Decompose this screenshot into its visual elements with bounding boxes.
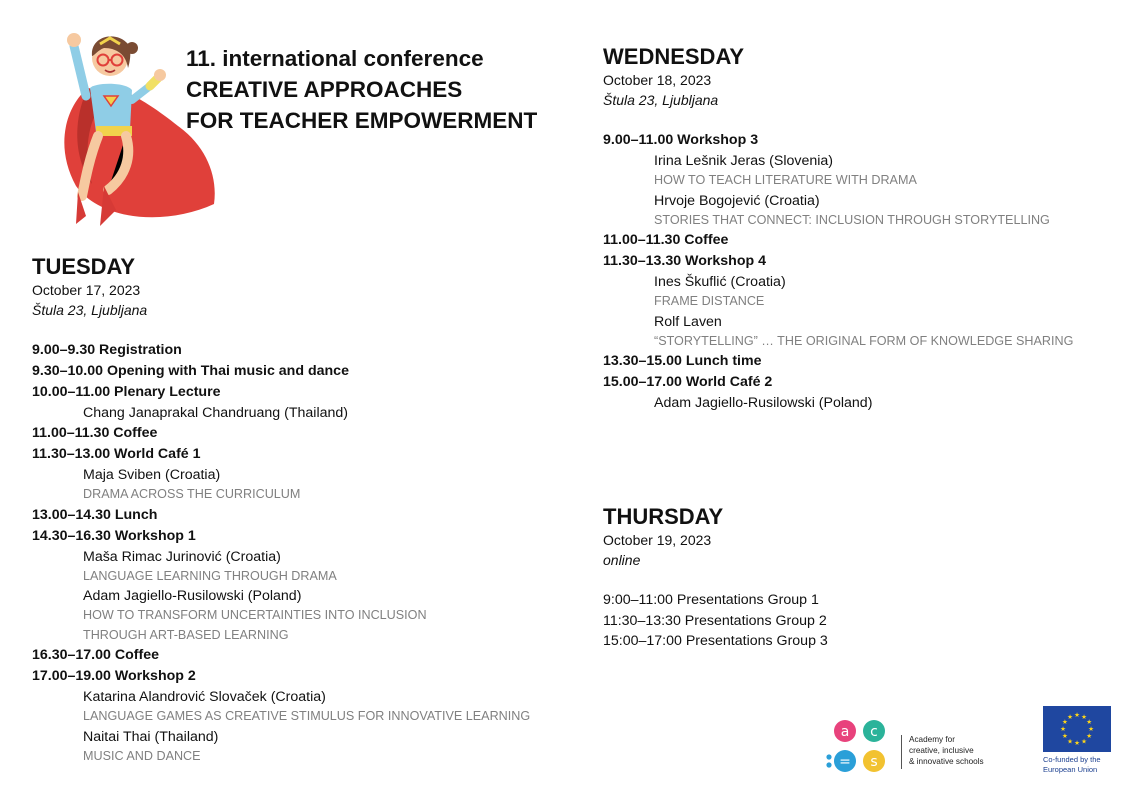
time-slot: 11.30–13.00 World Café 1 bbox=[32, 446, 201, 462]
day-date: October 18, 2023 bbox=[603, 72, 712, 88]
conference-number: 11. international conference bbox=[186, 46, 484, 71]
talk-title: FRAME DISTANCE bbox=[654, 294, 765, 308]
acs-name bbox=[909, 734, 984, 767]
day-title: WEDNESDAY bbox=[603, 44, 744, 69]
day-title: TUESDAY bbox=[32, 254, 136, 279]
acs-letter: s bbox=[870, 754, 878, 770]
eu-star-icon: ★ bbox=[1067, 737, 1073, 746]
talk-title: LANGUAGE GAMES AS CREATIVE STIMULUS FOR INNOVATIVE LEARNING bbox=[83, 709, 531, 723]
conference-name-line2: FOR TEACHER EMPOWERMENT bbox=[186, 108, 538, 133]
conference-title bbox=[186, 43, 537, 136]
talk-title: HOW TO TRANSFORM UNCERTAINTIES INTO INCLUSION bbox=[83, 608, 427, 622]
acs-letter: c bbox=[870, 724, 878, 740]
speaker-name: Katarina Alandrović Slovaček (Croatia) bbox=[83, 689, 326, 705]
acs-letter: = bbox=[839, 754, 851, 770]
talk-title: THROUGH ART-BASED LEARNING bbox=[83, 627, 289, 642]
speaker-name: Chang Janaprakal Chandruang (Thailand) bbox=[83, 405, 349, 421]
eu-star-icon: ★ bbox=[1086, 718, 1093, 727]
conference-name-line1: CREATIVE APPROACHES bbox=[186, 77, 463, 102]
speaker-name: Naitai Thai (Thailand) bbox=[83, 728, 219, 745]
speaker-name: Maša Rimac Jurinović (Croatia) bbox=[83, 548, 281, 565]
eu-star-icon: ★ bbox=[1081, 713, 1087, 722]
acs-logo-mark-icon bbox=[826, 718, 896, 776]
acs-name-line: Academy for bbox=[909, 735, 955, 744]
eu-caption bbox=[1043, 755, 1115, 775]
acs-name-line: & innovative schools bbox=[909, 757, 984, 766]
time-slot: 11.30–13.30 Workshop 4 bbox=[603, 253, 766, 269]
talk-title: “STORYTELLING” … THE ORIGINAL FORM OF KNOWLEDGE SHARING bbox=[654, 333, 1074, 348]
presentation-slot: 15:00–17:00 Presentations Group 3 bbox=[603, 633, 828, 649]
day-venue: Štula 23, Ljubljana bbox=[32, 302, 148, 318]
time-slot: 11.00–11.30 Coffee bbox=[32, 425, 158, 441]
wednesday-schedule bbox=[603, 43, 1073, 413]
time-slot: 16.30–17.00 Coffee bbox=[32, 647, 159, 663]
talk-title: HOW TO TEACH LITERATURE WITH DRAMA bbox=[654, 173, 917, 187]
speaker-name: Hrvoje Bogojević (Croatia) bbox=[654, 192, 820, 209]
time-slot: 9.00–11.00 Workshop 3 bbox=[603, 132, 759, 148]
acs-letter: a bbox=[840, 724, 850, 740]
day-date: October 17, 2023 bbox=[32, 282, 141, 298]
talk-title: DRAMA ACROSS THE CURRICULUM bbox=[83, 487, 301, 501]
eu-star-icon: ★ bbox=[1086, 732, 1093, 741]
eu-caption-line: Co-funded by the bbox=[1043, 755, 1101, 764]
talk-title: MUSIC AND DANCE bbox=[83, 748, 201, 763]
day-venue: Štula 23, Ljubljana bbox=[603, 92, 719, 108]
eu-star-icon: ★ bbox=[1061, 732, 1068, 741]
eu-flag-icon bbox=[1043, 706, 1111, 752]
eu-caption-line: European Union bbox=[1043, 765, 1098, 774]
presentation-slot: 11:30–13:30 Presentations Group 2 bbox=[603, 612, 827, 629]
time-slot: 9.00–9.30 Registration bbox=[32, 342, 182, 358]
eu-star-icon: ★ bbox=[1088, 725, 1094, 734]
eu-star-icon: ★ bbox=[1060, 725, 1066, 734]
eu-star-icon: ★ bbox=[1074, 739, 1080, 748]
speaker-name: Adam Jagiello-Rusilowski (Poland) bbox=[654, 395, 873, 411]
tuesday-items bbox=[32, 340, 530, 766]
day-venue: online bbox=[603, 552, 641, 568]
speaker-name: Ines Škuflić (Croatia) bbox=[654, 274, 786, 290]
speaker-name: Maja Sviben (Croatia) bbox=[83, 467, 221, 483]
eu-cofunded-logo bbox=[1043, 706, 1115, 775]
acs-name-line: creative, inclusive bbox=[909, 746, 974, 755]
time-slot: 11.00–11.30 Coffee bbox=[603, 232, 729, 248]
eu-star-icon: ★ bbox=[1081, 737, 1087, 746]
time-slot: 9.30–10.00 Opening with Thai music and dance bbox=[32, 363, 349, 379]
eu-star-icon: ★ bbox=[1067, 713, 1073, 722]
presentation-slot: 9:00–11:00 Presentations Group 1 bbox=[603, 592, 819, 608]
time-slot: 13.00–14.30 Lunch bbox=[32, 506, 158, 523]
acs-divider bbox=[901, 735, 902, 769]
speaker-name: Rolf Laven bbox=[654, 313, 722, 330]
time-slot: 14.30–16.30 Workshop 1 bbox=[32, 527, 196, 544]
speaker-name: Irina Lešnik Jeras (Slovenia) bbox=[654, 153, 833, 169]
day-title: THURSDAY bbox=[603, 504, 724, 529]
time-slot: 10.00–11.00 Plenary Lecture bbox=[32, 384, 221, 400]
time-slot: 15.00–17.00 World Café 2 bbox=[603, 374, 773, 390]
tuesday-schedule bbox=[32, 253, 530, 766]
talk-title: STORIES THAT CONNECT: INCLUSION THROUGH STORYTELLING bbox=[654, 212, 1050, 227]
talk-title: LANGUAGE LEARNING THROUGH DRAMA bbox=[83, 568, 337, 583]
acs-logo bbox=[826, 718, 1026, 776]
wednesday-items bbox=[603, 130, 1073, 413]
day-date: October 19, 2023 bbox=[603, 532, 712, 548]
time-slot: 17.00–19.00 Workshop 2 bbox=[32, 668, 196, 684]
eu-star-icon: ★ bbox=[1061, 718, 1068, 727]
time-slot: 13.30–15.00 Lunch time bbox=[603, 353, 762, 369]
eu-star-icon: ★ bbox=[1074, 711, 1080, 720]
thursday-schedule bbox=[603, 503, 828, 652]
speaker-name: Adam Jagiello-Rusilowski (Poland) bbox=[83, 588, 302, 604]
